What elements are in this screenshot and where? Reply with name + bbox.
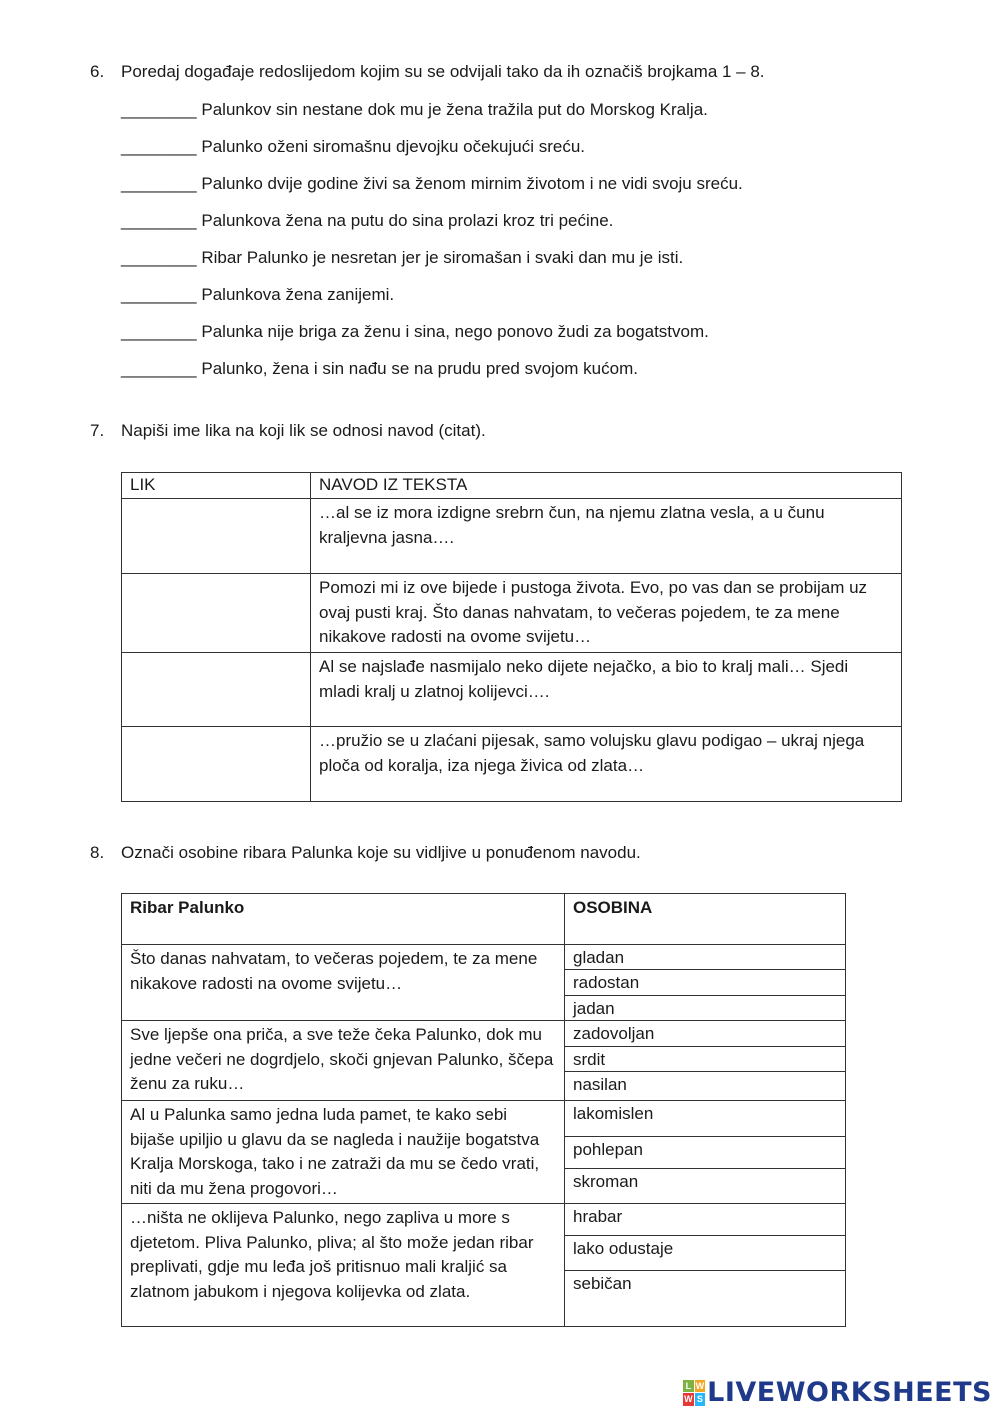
event-text: Palunka nije briga za ženu i sina, nego ponovo žudi za bogatstvom. [201,322,709,341]
question-number: 8. [90,843,105,862]
question-text: Napiši ime lika na koji lik se odnosi navod (citat). [121,421,486,440]
list-item [121,135,743,172]
table-row [122,1021,846,1047]
trait-option[interactable]: lako odustaje [565,1236,846,1271]
logo-mark-icon: L W W S [684,1380,705,1404]
quote-cell: Što danas nahvatam, to večeras pojedem, te za mene nikakove radosti na ovome svijetu… [122,945,565,1021]
question-text: Označi osobine ribara Palunka koje su vidljive u ponuđenom navodu. [121,843,641,862]
event-text: Palunkov sin nestane dok mu je žena tražila put do Morskog Kralja. [201,100,708,119]
table-row [122,499,902,574]
quote-cell: Pomozi mi iz ove bijede i pustoga života. Evo, po vas dan se probijam uz ovaj pusti kraj. Što danas nahvatam, to večeras pojedem, te za mene nikakove radosti na ovome svijetu… [311,574,902,653]
question-number: 6. [90,62,105,81]
table-row [122,945,846,970]
trait-option[interactable]: pohlepan [565,1136,846,1169]
event-text: Palunko oženi siromašnu djevojku očekujući sreću. [201,137,586,156]
event-text: Palunkova žena zanijemi. [201,285,395,304]
character-answer-cell[interactable] [122,499,311,574]
table-row [122,574,902,653]
ordering-list [121,98,743,394]
table-row [122,653,902,727]
quote-cell: …al se iz mora izdigne srebrn čun, na njemu zlatna vesla, a u čunu kraljevna jasna…. [311,499,902,574]
answer-blank[interactable]: ________ [121,248,197,267]
traits-table [121,893,846,1327]
event-text: Ribar Palunko je nesretan jer je siromašan i svaki dan mu je isti. [201,248,684,267]
trait-option[interactable]: zadovoljan [565,1021,846,1047]
question-6-heading [90,62,765,82]
list-item [121,246,743,283]
list-item [121,209,743,246]
character-quote-table [121,472,902,802]
list-item [121,320,743,357]
quote-cell: Al se najslađe nasmijalo neko dijete nejačko, a bio to kralj mali… Sjedi mladi kralj u zlatnoj kolijevci…. [311,653,902,727]
question-8-heading [90,843,641,863]
trait-option[interactable]: hrabar [565,1204,846,1236]
list-item [121,357,743,394]
answer-blank[interactable]: ________ [121,174,197,193]
liveworksheets-logo [683,1377,992,1408]
quote-cell: …ništa ne oklijeva Palunko, nego zapliva u more s djetetom. Pliva Palunko, pliva; al što može jedan ribar preplivati, gdje mu leđa još pritisnuo mali kraljić sa zlatnom jabukom i njegova kolijevka od zlata. [122,1204,565,1327]
header-navod: NAVOD IZ TEKSTA [311,473,902,499]
event-text: Palunko dvije godine živi sa ženom mirnim životom i ne vidi svoju sreću. [201,174,743,193]
trait-option[interactable]: gladan [565,945,846,970]
question-text: Poredaj događaje redoslijedom kojim su se odvijali tako da ih označiš brojkama 1 – 8. [121,62,765,81]
answer-blank[interactable]: ________ [121,359,197,378]
character-answer-cell[interactable] [122,653,311,727]
table-header-row [122,473,902,499]
trait-option[interactable]: nasilan [565,1072,846,1101]
list-item [121,98,743,135]
event-text: Palunko, žena i sin nađu se na prudu pred svojom kućom. [201,359,638,378]
table-row [122,727,902,802]
header-osobina: OSOBINA [565,894,846,945]
answer-blank[interactable]: ________ [121,322,197,341]
trait-option[interactable]: radostan [565,970,846,996]
trait-option[interactable]: skroman [565,1169,846,1204]
answer-blank[interactable]: ________ [121,137,197,156]
question-number: 7. [90,421,105,440]
quote-cell: Al u Palunka samo jedna luda pamet, te kako sebi bijaše upiljio u glavu da se nagleda i naužije bogatstva Kralja Morskoga, tako i ne zatraži da mu se čedo vrati, niti da mu žena progovori… [122,1101,565,1204]
list-item [121,172,743,209]
logo-text: LIVEWORKSHEETS [707,1377,992,1408]
trait-option[interactable]: lakomislen [565,1101,846,1137]
table-header-row [122,894,846,945]
header-lik: LIK [122,473,311,499]
event-text: Palunkova žena na putu do sina prolazi kroz tri pećine. [201,211,614,230]
table-row [122,1204,846,1236]
trait-option[interactable]: sebičan [565,1271,846,1327]
list-item [121,283,743,320]
trait-option[interactable]: srdit [565,1047,846,1072]
character-answer-cell[interactable] [122,574,311,653]
answer-blank[interactable]: ________ [121,211,197,230]
character-answer-cell[interactable] [122,727,311,802]
table-row [122,1101,846,1137]
quote-cell: Sve ljepše ona priča, a sve teže čeka Palunko, dok mu jedne večeri ne dogrdjelo, skoči gnjevan Palunko, ščepa ženu za ruku… [122,1021,565,1101]
trait-option[interactable]: jadan [565,996,846,1021]
question-7-heading [90,421,486,441]
quote-cell: …pružio se u zlaćani pijesak, samo volujsku glavu podigao – ukraj njega ploča od koralja, iza njega živica od zlata… [311,727,902,802]
header-ribar: Ribar Palunko [122,894,565,945]
answer-blank[interactable]: ________ [121,285,197,304]
answer-blank[interactable]: ________ [121,100,197,119]
